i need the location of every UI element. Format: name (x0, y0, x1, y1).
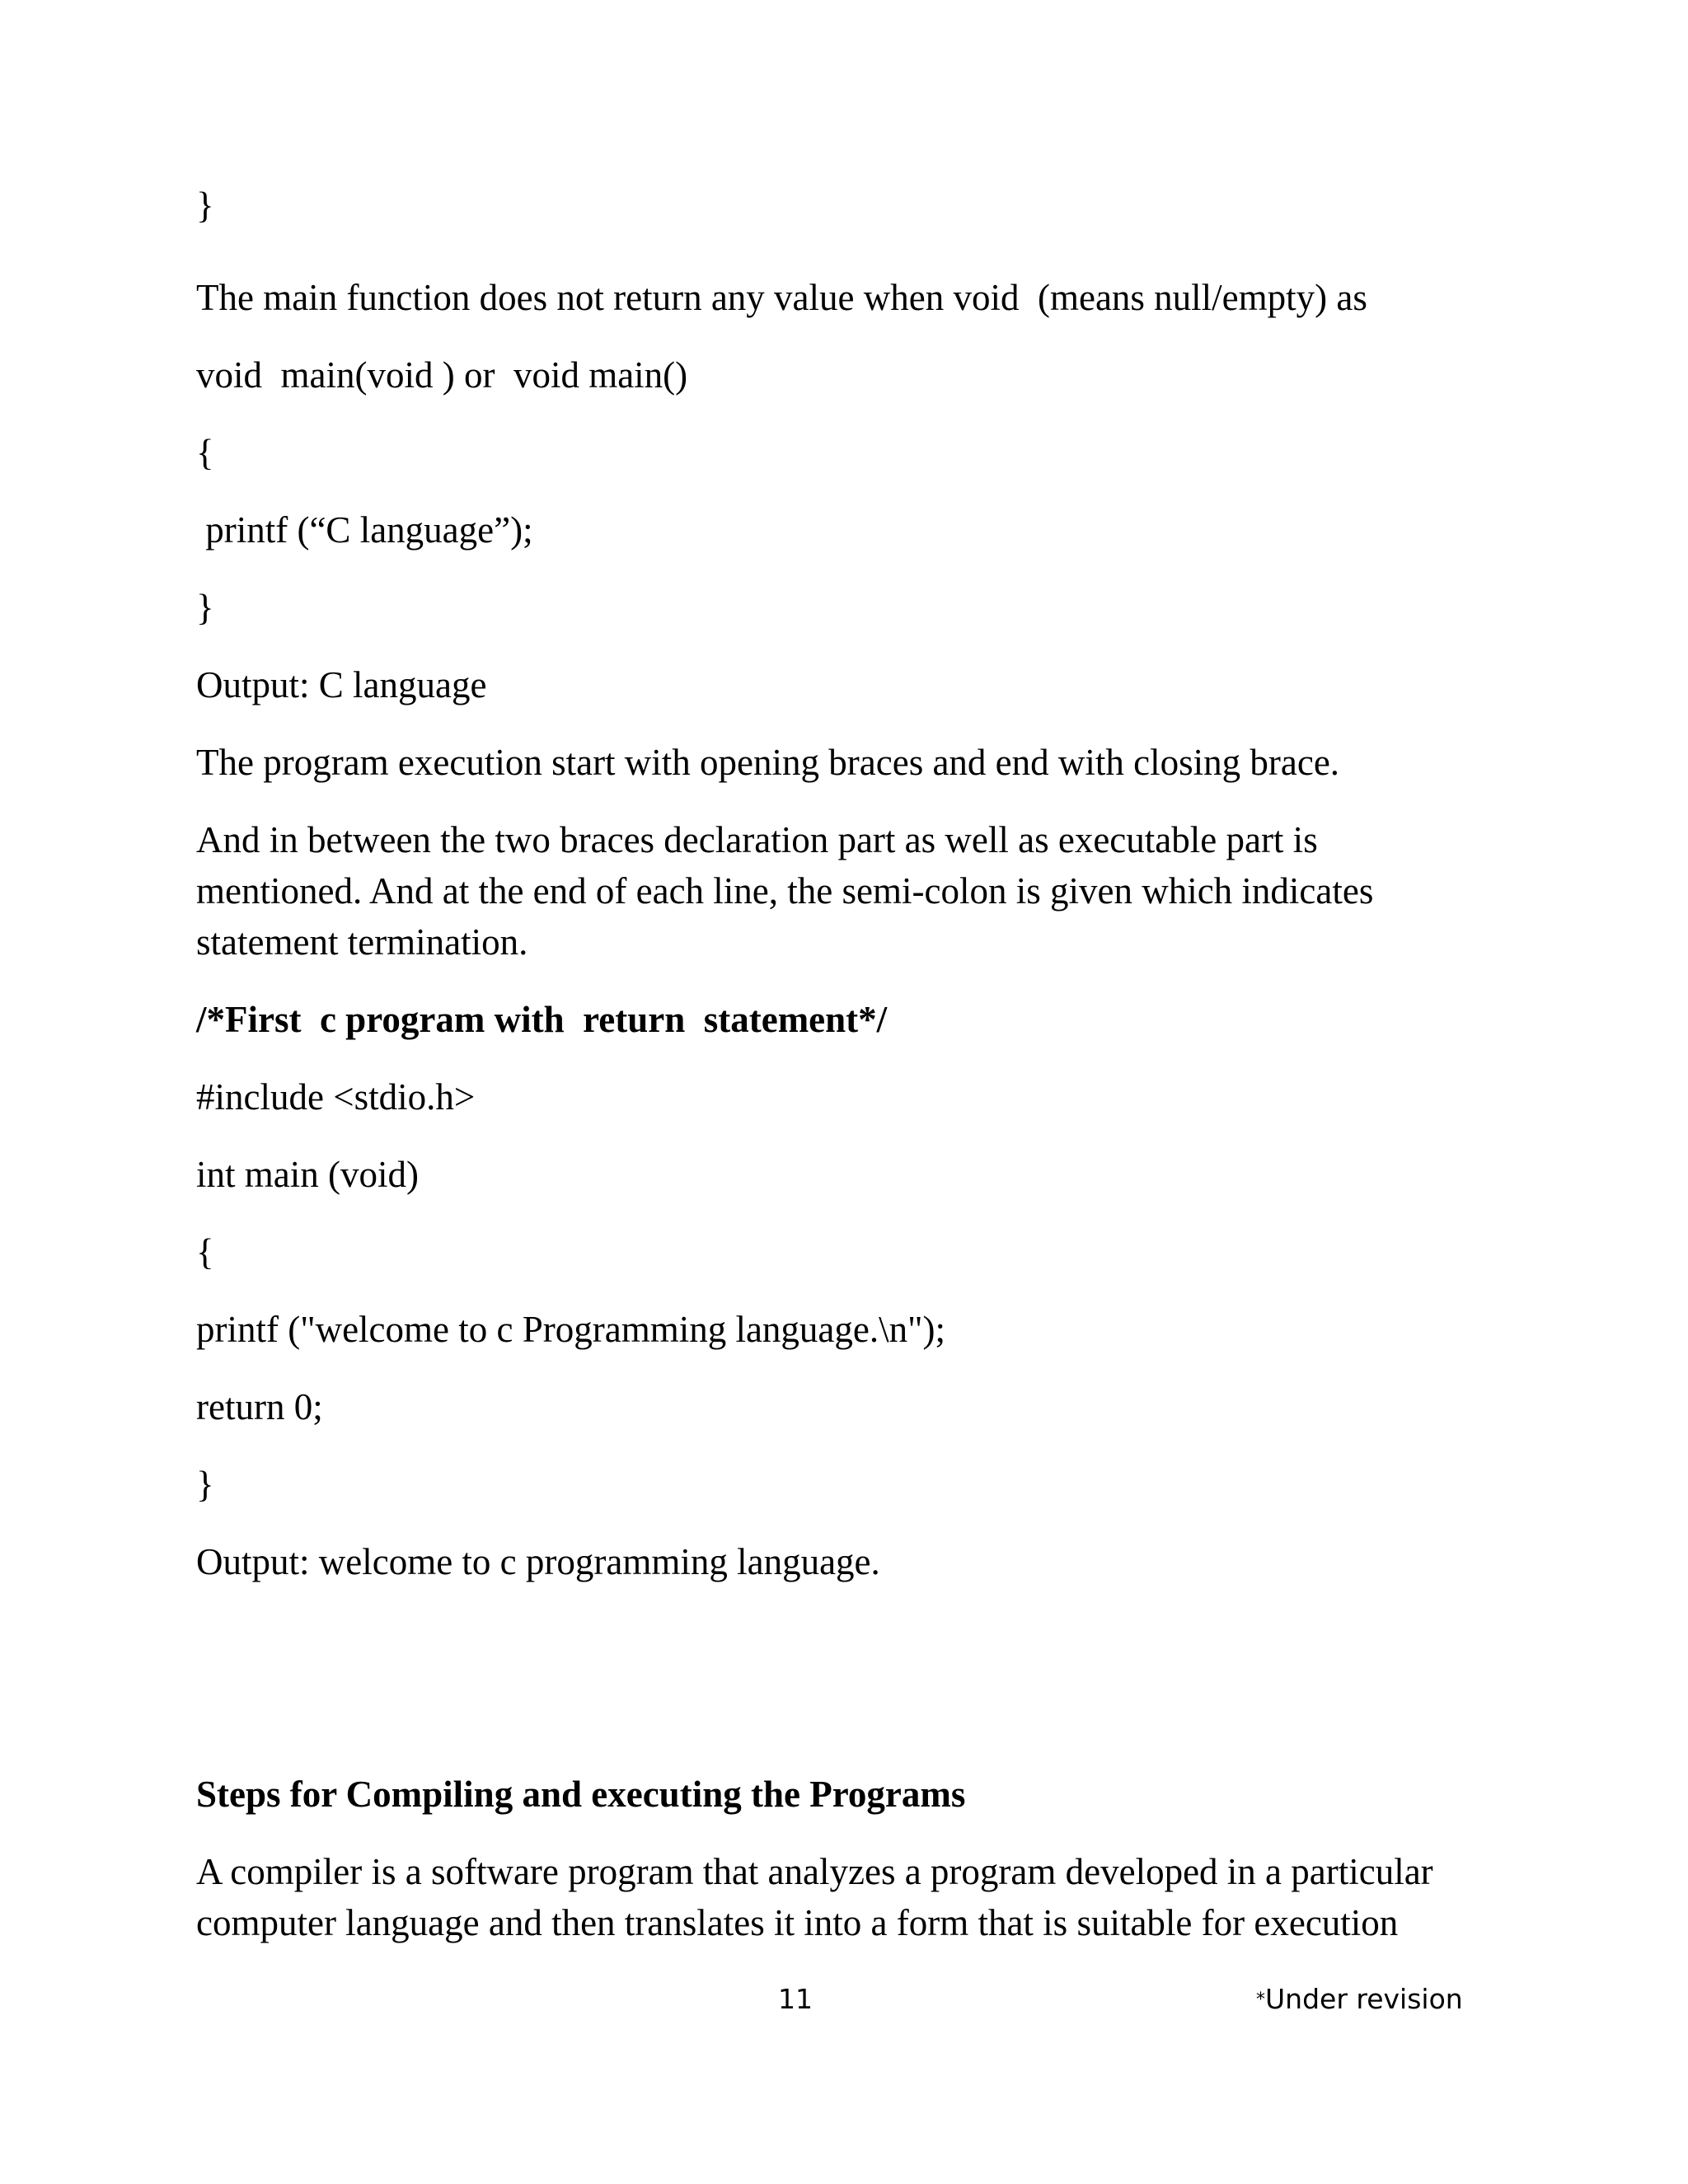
code-opening-brace-2: { (196, 1231, 214, 1272)
compiler-paragraph (196, 1846, 1482, 1948)
code-opening-brace: { (196, 432, 214, 473)
output-welcome: Output: welcome to c programming language. (196, 1541, 880, 1582)
main-void-explanation: The main function does not return any value when void (means null/empty) as (196, 277, 1367, 318)
execution-explanation: The program execution start with opening braces and end with closing brace. (196, 742, 1340, 783)
page-number: 11 (778, 1983, 813, 2015)
code-int-main-line: int main (void) (196, 1154, 419, 1195)
code-closing-brace: } (196, 587, 214, 628)
paragraph-line: computer language and then translates it into a form that is suitable for execution (196, 1902, 1399, 1943)
code-closing-brace-top: } (196, 185, 214, 226)
code-printf-c-language: printf (“C language”); (196, 509, 533, 551)
section-heading-compiling: Steps for Compiling and executing the Programs (196, 1774, 966, 1815)
paragraph-line: statement termination. (196, 921, 528, 963)
output-c-language: Output: C language (196, 664, 487, 705)
code-void-main-line: void main(void ) or void main() (196, 354, 688, 396)
code-closing-brace-2: } (196, 1464, 214, 1505)
revision-note-star: * (1256, 1990, 1265, 2010)
braces-paragraph (196, 814, 1482, 968)
paragraph-line: mentioned. And at the end of each line, the semi-colon is given which indicates (196, 870, 1374, 912)
code-return-line: return 0; (196, 1386, 323, 1427)
paragraph-line: And in between the two braces declaration part as well as executable part is (196, 819, 1318, 860)
revision-note-text: Under revision (1265, 1983, 1463, 2015)
revision-note (1256, 1981, 1463, 2018)
code-printf-welcome: printf ("welcome to c Programming language.\n"); (196, 1309, 945, 1350)
comment-heading: /*First c program with return statement*/ (196, 999, 888, 1040)
code-include-line: #include <stdio.h> (196, 1076, 476, 1118)
paragraph-line: A compiler is a software program that analyzes a program developed in a particular (196, 1851, 1433, 1892)
